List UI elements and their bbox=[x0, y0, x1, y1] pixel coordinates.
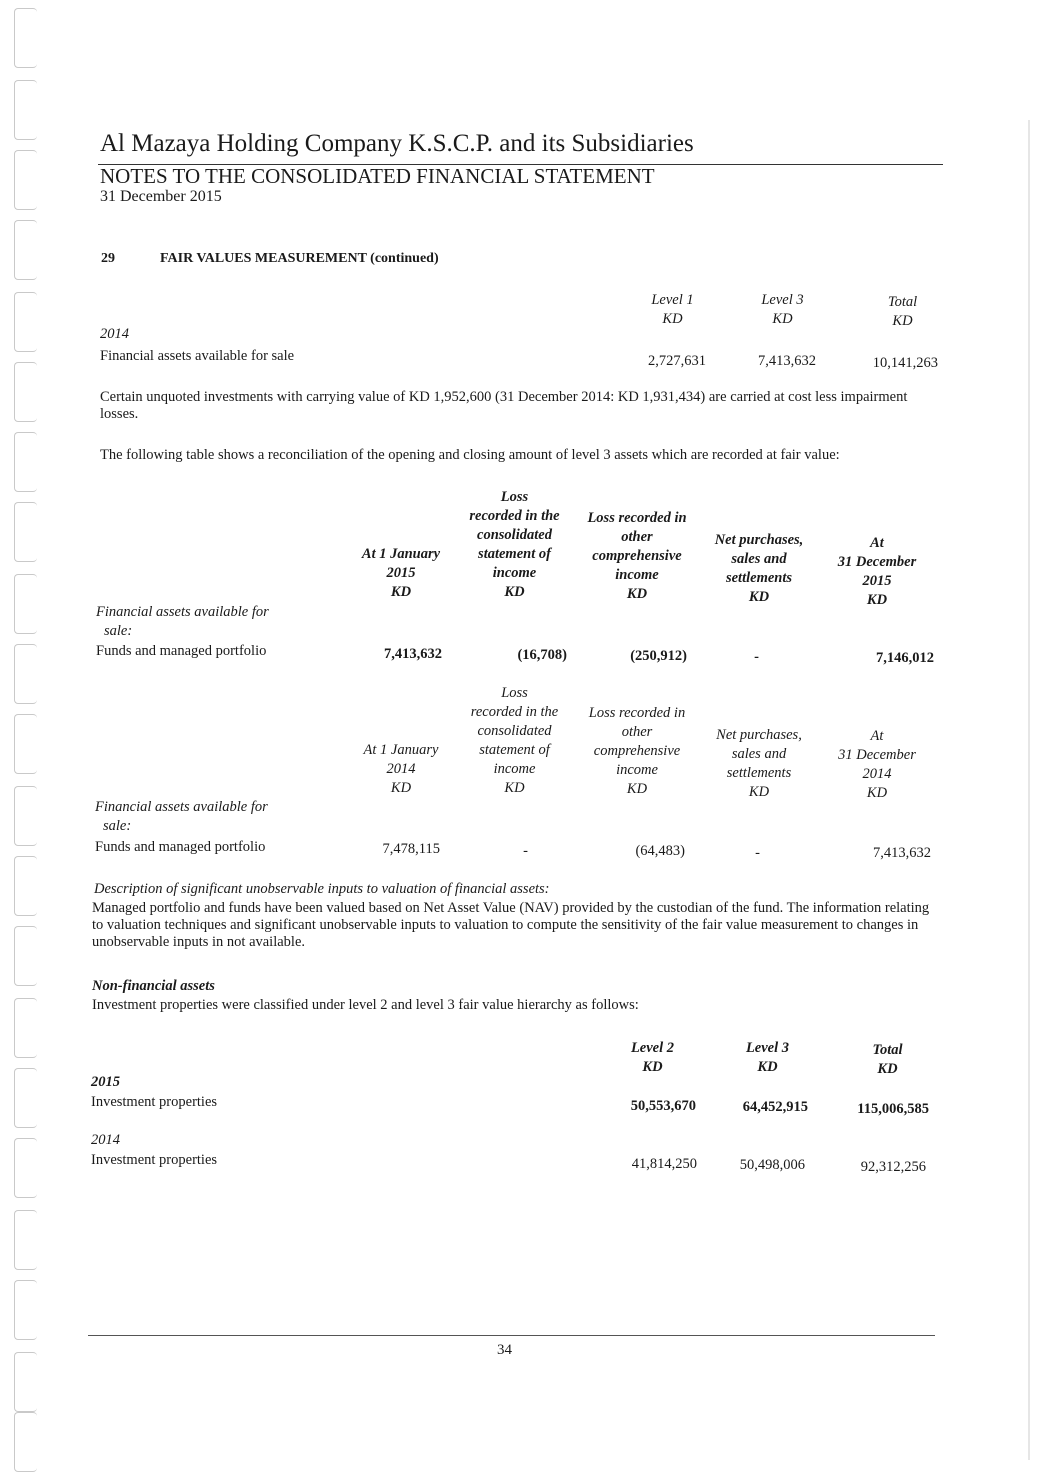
row-label: Funds and managed portfolio bbox=[95, 839, 266, 855]
binder-ring bbox=[14, 1138, 37, 1198]
binder-ring bbox=[14, 8, 37, 68]
cell-value: 7,413,632 bbox=[873, 845, 931, 861]
column-header-line: statement of bbox=[479, 742, 550, 758]
section-number: 29 bbox=[101, 251, 115, 266]
category-label-line: sale: bbox=[103, 818, 132, 834]
column-header-unit: KD bbox=[866, 592, 888, 608]
paragraph-reconciliation-intro: The following table shows a reconciliation of the opening and closing amount of level 3 assets which are recorded at fair value: bbox=[100, 447, 840, 463]
binder-ring bbox=[14, 714, 37, 774]
column-header-line: Level 1 bbox=[651, 292, 694, 308]
column-header-line: other bbox=[621, 529, 653, 545]
column-header-line: sales and bbox=[731, 551, 787, 567]
column-header-line: Level 2 bbox=[630, 1040, 675, 1056]
column-header-unit: KD bbox=[892, 313, 913, 329]
cell-value: (250,912) bbox=[630, 648, 687, 664]
column-header-unit: KD bbox=[748, 784, 770, 800]
description-heading: Description of significant unobservable inputs to valuation of financial assets: bbox=[94, 881, 550, 897]
description-text: Managed portfolio and funds have been valued based on Net Asset Value (NAV) provided by the custodian of the fund. The information relating to valuation techniques and significant unobservable inputs to valuation to compute the sensitivity of the fair value measurement to changes in unobservable inputs in not available. bbox=[92, 900, 930, 950]
binder-rings bbox=[0, 0, 50, 1471]
binder-ring bbox=[14, 502, 37, 562]
binder-ring bbox=[14, 998, 37, 1058]
column-header-line: 2014 bbox=[862, 766, 892, 782]
cell-value: 115,006,585 bbox=[857, 1101, 929, 1117]
column-header bbox=[817, 534, 937, 610]
column-header-unit: KD bbox=[757, 1059, 778, 1075]
column-header-line: 31 December bbox=[837, 554, 917, 570]
cell-value: 7,478,115 bbox=[382, 841, 440, 857]
row-label: Investment properties bbox=[91, 1152, 218, 1168]
column-header-line: recorded in the bbox=[469, 508, 560, 524]
column-header-unit: KD bbox=[662, 311, 683, 327]
column-header bbox=[625, 291, 720, 329]
column-header-line: Total bbox=[887, 294, 918, 310]
column-header-line: 2014 bbox=[386, 761, 416, 777]
binder-ring bbox=[14, 1210, 37, 1270]
row-label: Funds and managed portfolio bbox=[96, 643, 267, 659]
category-label-line: Financial assets available for bbox=[95, 799, 268, 815]
column-header-line: sales and bbox=[731, 746, 787, 762]
binder-ring bbox=[14, 362, 37, 422]
cell-value: 7,413,632 bbox=[758, 353, 816, 369]
column-header-line: income bbox=[492, 565, 537, 581]
column-header-line: recorded in the bbox=[470, 704, 559, 720]
page-edge bbox=[1028, 120, 1030, 1460]
column-header-line: income bbox=[616, 762, 658, 778]
column-header bbox=[840, 1041, 935, 1079]
column-header-line: other bbox=[621, 724, 653, 740]
column-header-line: At bbox=[870, 728, 884, 744]
cell-value: 10,141,263 bbox=[872, 355, 938, 371]
column-header-line: 2015 bbox=[386, 565, 416, 581]
binder-ring bbox=[14, 1068, 37, 1128]
column-header bbox=[345, 741, 457, 798]
cell-value: 7,413,632 bbox=[384, 646, 442, 662]
page-number: 34 bbox=[497, 1342, 512, 1358]
column-header-unit: KD bbox=[772, 311, 793, 327]
binder-ring bbox=[14, 1352, 37, 1412]
binder-ring bbox=[14, 150, 37, 210]
column-header-unit: KD bbox=[626, 781, 648, 797]
nonfinancial-text: Investment properties were classified under level 2 and level 3 fair value hierarchy as follows: bbox=[92, 997, 639, 1013]
column-header-line: Loss recorded in bbox=[588, 705, 686, 721]
cell-value: 41,814,250 bbox=[631, 1156, 697, 1172]
column-header-unit: KD bbox=[504, 584, 525, 600]
binder-ring bbox=[14, 220, 37, 280]
column-header bbox=[735, 291, 830, 329]
year-label: 2014 bbox=[91, 1132, 120, 1148]
column-header-line: settlements bbox=[725, 570, 793, 586]
category-label-line: Financial assets available for bbox=[96, 604, 269, 620]
category-label bbox=[95, 798, 268, 836]
cell-value: (64,483) bbox=[635, 843, 685, 859]
column-header bbox=[452, 684, 577, 798]
binder-ring bbox=[14, 644, 37, 704]
notes-title: NOTES TO THE CONSOLIDATED FINANCIAL STATEMENT bbox=[100, 164, 655, 188]
binder-ring bbox=[14, 926, 37, 986]
column-header bbox=[605, 1039, 700, 1077]
binder-ring bbox=[14, 856, 37, 916]
year-label: 2014 bbox=[100, 326, 129, 342]
column-header-line: Loss bbox=[500, 489, 529, 505]
column-header bbox=[698, 531, 820, 607]
cell-value: - bbox=[755, 845, 760, 861]
column-header-line: At bbox=[870, 535, 884, 551]
column-header-unit: KD bbox=[626, 586, 648, 602]
column-header-line: Loss bbox=[501, 685, 528, 701]
column-header-line: 31 December bbox=[838, 747, 916, 763]
column-header bbox=[817, 727, 937, 803]
binder-ring bbox=[14, 432, 37, 492]
footer-rule bbox=[88, 1335, 935, 1336]
column-header-line: At 1 January bbox=[361, 546, 441, 562]
column-header-unit: KD bbox=[642, 1059, 663, 1075]
binder-ring bbox=[14, 80, 37, 140]
column-header-line: consolidated bbox=[477, 723, 552, 739]
column-header bbox=[345, 545, 457, 602]
cell-value: 2,727,631 bbox=[648, 353, 706, 369]
column-header-line: Level 3 bbox=[745, 1040, 790, 1056]
column-header-unit: KD bbox=[866, 785, 888, 801]
cell-value: 50,553,670 bbox=[630, 1098, 696, 1114]
column-header bbox=[720, 1039, 815, 1077]
cell-value: 7,146,012 bbox=[876, 650, 934, 666]
paragraph-unquoted-investments: Certain unquoted investments with carrying value of KD 1,952,600 (31 December 2014: KD 1,931,434) are carried at cost less impairment losses. bbox=[100, 389, 908, 422]
cell-value: (16,708) bbox=[517, 647, 567, 663]
column-header-unit: KD bbox=[390, 584, 412, 600]
column-header-line: Net purchases, bbox=[714, 532, 804, 548]
cell-value: - bbox=[754, 649, 759, 665]
column-header-line: comprehensive bbox=[592, 548, 682, 564]
column-header-unit: KD bbox=[748, 589, 770, 605]
cell-value: 50,498,006 bbox=[739, 1157, 805, 1173]
binder-ring bbox=[14, 786, 37, 846]
cell-value: 92,312,256 bbox=[860, 1159, 926, 1175]
company-name: Al Mazaya Holding Company K.S.C.P. and its Subsidiaries bbox=[100, 130, 694, 157]
row-label: Investment properties bbox=[91, 1094, 218, 1110]
category-label bbox=[96, 603, 269, 641]
column-header bbox=[452, 488, 577, 602]
column-header-unit: KD bbox=[877, 1061, 898, 1077]
column-header-line: statement of bbox=[478, 546, 551, 562]
column-header-line: comprehensive bbox=[593, 743, 681, 759]
column-header bbox=[855, 293, 950, 331]
column-header-line: income bbox=[615, 567, 659, 583]
binder-ring bbox=[14, 1280, 37, 1340]
column-header bbox=[572, 704, 702, 799]
binder-ring bbox=[14, 1412, 37, 1472]
column-header bbox=[698, 726, 820, 802]
nonfinancial-heading: Non-financial assets bbox=[92, 978, 215, 994]
column-header-line: Net purchases, bbox=[716, 727, 802, 743]
binder-ring bbox=[14, 292, 37, 352]
year-label: 2015 bbox=[91, 1074, 120, 1090]
binder-ring bbox=[14, 574, 37, 634]
category-label-line: sale: bbox=[104, 623, 133, 639]
section-title: FAIR VALUES MEASUREMENT (continued) bbox=[160, 251, 439, 266]
column-header-line: Loss recorded in bbox=[587, 510, 687, 526]
statement-date: 31 December 2015 bbox=[100, 188, 222, 205]
column-header-unit: KD bbox=[390, 780, 412, 796]
column-header-line: Level 3 bbox=[761, 292, 804, 308]
column-header-line: income bbox=[493, 761, 536, 777]
column-header-line: settlements bbox=[726, 765, 792, 781]
column-header-unit: KD bbox=[504, 780, 525, 796]
column-header-line: consolidated bbox=[477, 527, 552, 543]
column-header-line: Total bbox=[872, 1042, 903, 1058]
column-header-line: At 1 January bbox=[363, 742, 439, 758]
column-header-line: 2015 bbox=[862, 573, 892, 589]
row-label: Financial assets available for sale bbox=[100, 348, 295, 364]
column-header bbox=[572, 509, 702, 604]
cell-value: - bbox=[523, 843, 528, 859]
cell-value: 64,452,915 bbox=[742, 1099, 808, 1115]
